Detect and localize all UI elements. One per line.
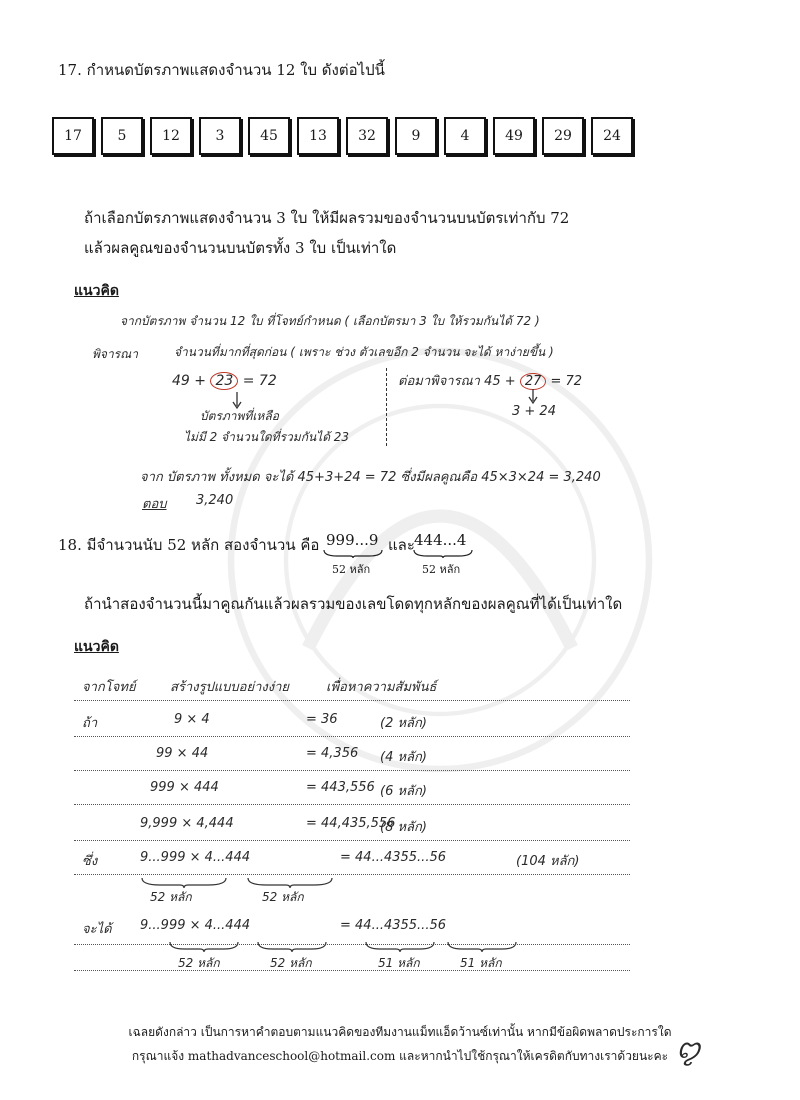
brace-row7-label-a: 52 หลัก [178, 956, 220, 970]
footer-line-2: กรุณาแจ้ง mathadvanceschool@hotmail.com และหากนำไปใช้กรุณาให้เครดิตกับทางเราด้วยนะคะ [131, 1049, 669, 1063]
row-expression: 99 × 44 [156, 746, 209, 761]
row-result: เพื่อหาความสัมพันธ์ [326, 680, 437, 695]
row-note: (4 หลัก) [380, 750, 427, 765]
row-lead: ซึ่ง [82, 854, 98, 869]
equation-left-part-a: 49 + [172, 373, 206, 389]
circled-number-right: 27 [520, 373, 547, 390]
footer-line-1: เฉลยดังกล่าว เป็นการหาคำตอบตามแนวคิดของทีมงานแม็ทแอ็ดว้านซ์เท่านั้น หากมีข้อผิดพลาดประการใด [128, 1025, 672, 1039]
number-card: 29 [542, 117, 584, 155]
row-expression: 9...999 × 4...444 [140, 850, 251, 865]
number-b-digits: 52 หลัก [422, 563, 461, 576]
brace-b [412, 548, 474, 558]
brace-row7-c [364, 940, 436, 952]
note-left-1: บัตรภาพที่เหลือ [200, 409, 279, 423]
equation-left [172, 372, 277, 390]
dotted-line [74, 840, 630, 841]
row-result: = 4,356 [306, 746, 359, 761]
equation-right-part-b: = 72 [550, 374, 583, 389]
dotted-line [74, 770, 630, 771]
brace-row6-label-b: 52 หลัก [262, 890, 304, 904]
dotted-line [74, 700, 630, 701]
brace-row6-label-a: 52 หลัก [150, 890, 192, 904]
number-card: 45 [248, 117, 290, 155]
equation-right [398, 370, 582, 391]
number-card: 32 [346, 117, 388, 155]
q17-method-label: แนวคิด [74, 283, 119, 299]
q18-connector: และ [388, 536, 415, 554]
brace-row6-b [246, 876, 336, 888]
q17-solution-line1: จากบัตรภาพ จำนวน 12 ใบ ที่โจทย์กำหนด ( เลือกบัตรมา 3 ใบ ให้รวมกันได้ 72 ) [120, 314, 540, 328]
answer-label: ตอบ [142, 497, 167, 512]
circled-number-left: 23 [210, 372, 238, 390]
dotted-line [74, 874, 630, 875]
row-lead: จะได้ [82, 922, 112, 937]
equation-right-part-a: 45 + [484, 374, 516, 389]
number-card: 49 [493, 117, 535, 155]
row-result: = 44,435,556 [306, 816, 396, 831]
q18-title-prefix: 18. มีจำนวนนับ 52 หลัก สองจำนวน คือ [58, 536, 320, 554]
number-card: 24 [591, 117, 633, 155]
brace-row7-label-c: 51 หลัก [378, 956, 420, 970]
consider-label: พิจารณา [92, 347, 138, 361]
dotted-line [74, 970, 630, 971]
divider-dashed [386, 368, 387, 446]
row-lead: ถ้า [82, 716, 98, 731]
equation-right-label: ต่อมาพิจารณา [398, 374, 480, 389]
signature: ꨄ [676, 1035, 701, 1065]
row-note: (2 หลัก) [380, 716, 427, 731]
number-card: 13 [297, 117, 339, 155]
note-right: 3 + 24 [512, 404, 556, 419]
row-expression: 9...999 × 4...444 [140, 918, 251, 933]
answer-value: 3,240 [196, 493, 234, 508]
brace-row6-a [140, 876, 230, 888]
brace-row7-label-b: 52 หลัก [270, 956, 312, 970]
equation-left-part-b: = 72 [242, 373, 277, 389]
row-result: = 44...4355...56 [340, 918, 446, 933]
row-lead: จากโจทย์ [82, 680, 136, 695]
brace-a [322, 548, 384, 558]
row-note: (6 หลัก) [380, 784, 427, 799]
q17-conclusion: จาก บัตรภาพ ทั้งหมด จะได้ 45+3+24 = 72 ซึ่งมีผลคูณคือ 45×3×24 = 3,240 [140, 470, 601, 485]
dotted-line [74, 736, 630, 737]
row-expression: สร้างรูปแบบอย่างง่าย [170, 680, 290, 695]
number-card: 9 [395, 117, 437, 155]
q18-number-b: 444...4 [414, 531, 467, 549]
number-a-digits: 52 หลัก [332, 563, 371, 576]
brace-row7-a [168, 940, 240, 952]
number-cards [52, 117, 633, 155]
row-note: (8 หลัก) [380, 820, 427, 835]
arrow-down-icon [526, 389, 540, 405]
row-expression: 999 × 444 [150, 780, 219, 795]
row-note: (104 หลัก) [516, 854, 580, 869]
q18-number-a: 999...9 [326, 531, 379, 549]
consider-text: จำนวนที่มากที่สุดก่อน ( เพราะ ช่วง ตัวเลขอีก 2 จำนวน จะได้ หาง่ายขึ้น ) [174, 345, 554, 359]
brace-row7-label-d: 51 หลัก [460, 956, 502, 970]
q18-question: ถ้านำสองจำนวนนี้มาคูณกันแล้วผลรวมของเลขโดดทุกหลักของผลคูณที่ได้เป็นเท่าใด [84, 595, 623, 613]
q17-question-line1: ถ้าเลือกบัตรภาพแสดงจำนวน 3 ใบ ให้มีผลรวมของจำนวนบนบัตรเท่ากับ 72 [84, 209, 570, 227]
number-card: 5 [101, 117, 143, 155]
q18-method-label: แนวคิด [74, 639, 119, 655]
footer-disclaimer [40, 1020, 760, 1068]
row-result: = 36 [306, 712, 338, 727]
number-card: 3 [199, 117, 241, 155]
number-card: 17 [52, 117, 94, 155]
row-expression: 9,999 × 4,444 [140, 816, 234, 831]
dotted-line [74, 944, 630, 945]
brace-row7-d [446, 940, 518, 952]
q17-question-line2: แล้วผลคูณของจำนวนบนบัตรทั้ง 3 ใบ เป็นเท่าใด [84, 239, 397, 257]
row-result: = 44...4355...56 [340, 850, 446, 865]
row-expression: 9 × 4 [174, 712, 210, 727]
q17-title: 17. กำหนดบัตรภาพแสดงจำนวน 12 ใบ ดังต่อไปนี้ [58, 61, 385, 79]
number-card: 4 [444, 117, 486, 155]
number-card: 12 [150, 117, 192, 155]
dotted-line [74, 804, 630, 805]
brace-row7-b [256, 940, 328, 952]
note-left-2: ไม่มี 2 จำนวนใดที่รวมกันได้ 23 [184, 430, 350, 444]
row-result: = 443,556 [306, 780, 375, 795]
